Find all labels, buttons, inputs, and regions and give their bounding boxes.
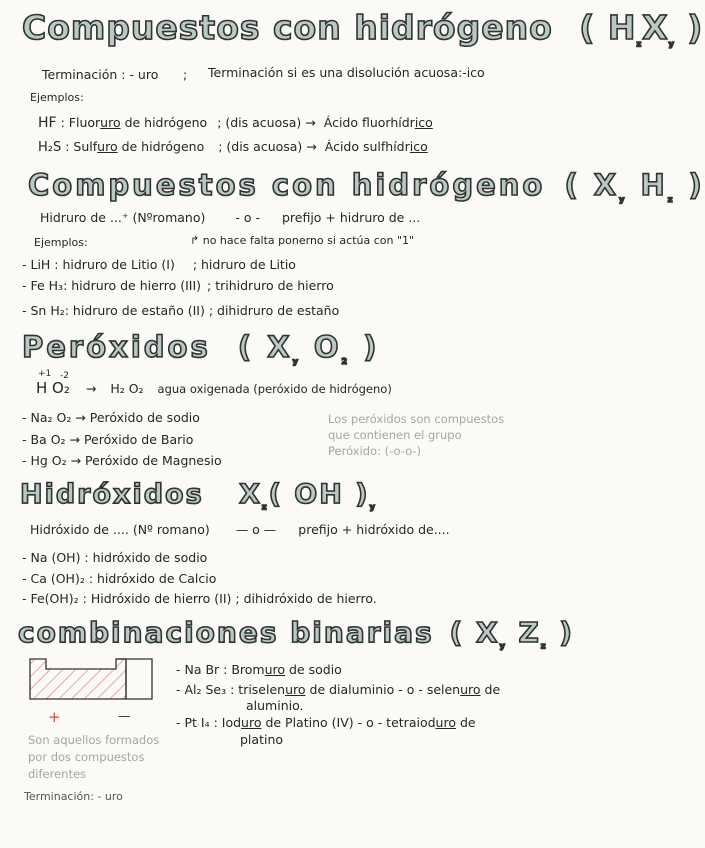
section4-title-text: Hidróxidos [20,479,204,510]
section3-oxidation-o: -2 [60,371,69,381]
section3-side-note-2: que contienen el grupo [328,428,462,442]
section2-examples-label: Ejemplos: [34,236,88,249]
section3-main-equation: H O₂ → H₂ O₂ agua oxigenada (peróxido de hidrógeno) [36,379,392,397]
section4-example-caoh2: - Ca (OH)₂ : hidróxido de Calcio [22,571,217,586]
section4-title [20,479,377,511]
section1-formula: ( $H_zX_y$ ) [579,8,704,49]
section1-terminacion: Terminación : - uro [42,67,159,82]
section2-rule: Hidruro de ...⁺ (Nºromano) - o - prefijo + hidruro de ... [40,210,421,225]
section5-desc-2: por dos compuestos [28,750,145,764]
section2-example-lih: - LiH : hidruro de Litio (I) ; hidruro de Litio [22,257,296,272]
section4-example-naoh: - Na (OH) : hidróxido de sodio [22,550,208,565]
diagram-left-piece [30,659,126,699]
section3-side-note-3: Peróxido: (-o-o-) [328,444,421,458]
section2-example-snh2: - Sn H₂: hidruro de estaño (II) ; dihidruro de estaño [22,303,340,318]
section5-example-pti4: - Pt I₄ : Ioduro de Platino (IV) - o - tetraioduro de [176,715,476,730]
section5-formula: ( $X_y$ $Z_z$ ) [449,616,575,651]
section2-formula: ( $X_y$ $H_z$ ) [564,168,705,204]
section3-example-bao2: - Ba O₂ → Peróxido de Bario [22,432,194,447]
section1-separator: ; [183,67,188,82]
section1-terminacion-acuosa: Terminación si es una disolución acuosa:-ico [208,65,485,80]
section3-title [22,330,379,366]
section5-example-nabr: - Na Br : Bromuro de sodio [176,662,342,677]
section3-title-text: Peróxidos [22,330,211,364]
section3-example-hgo2: - Hg O₂ → Peróxido de Magnesio [22,453,222,468]
section3-side-note-1: Los peróxidos son compuestos [328,412,505,426]
binary-compound-diagram [26,655,156,715]
section1-example-hf: HF : Fluoruro de hidrógeno ; (dis acuosa) → Ácido fluorhídrico [38,115,433,131]
section5-title-text: combinaciones binarias [18,616,434,649]
section5-terminacion: Terminación: - uro [24,790,123,803]
section1-title-text: Compuestos con hidrógeno [22,8,553,47]
section5-example-al2se3: - Al₂ Se₃ : triselenuro de dialuminio - o - selenuro de [176,682,501,697]
plus-sign: + [48,708,61,726]
section5-title [18,616,574,651]
section4-formula: $X_z$( OH )$_y$ [239,479,377,512]
section1-example-h2s: H₂S : Sulfuro de hidrógeno ; (dis acuosa) → Ácido sulfhídrico [38,139,428,155]
section5-desc-1: Son aquellos formados [28,733,160,747]
section2-title [28,168,705,204]
section1-title [22,8,703,49]
minus-sign: — [118,708,131,723]
section2-example-feh3: - Fe H₃: hidruro de hierro (III) ; trihidruro de hierro [22,278,334,293]
curved-arrow-icon: ↱ [190,234,203,247]
section3-oxidation-h: +1 [38,369,52,379]
section5-example-pti4-cont: platino [240,732,284,747]
section3-formula: ( $X_y$ $O_2$ ) [237,330,380,366]
section1-examples-label: Ejemplos: [30,91,84,104]
section2-title-text: Compuestos con hidrógeno [28,168,546,202]
section2-note: ↱ no hace falta ponerno si actúa con "1" [190,234,415,247]
section3-example-na2o2: - Na₂ O₂ → Peróxido de sodio [22,410,200,425]
section5-example-al2se3-cont: aluminio. [246,698,304,713]
section4-rule: Hidróxido de .... (Nº romano) — o — prefijo + hidróxido de.... [30,522,450,537]
section5-desc-3: diferentes [28,767,87,781]
section4-example-feoh2: - Fe(OH)₂ : Hidróxido de hierro (II) ; dihidróxido de hierro. [22,591,377,606]
